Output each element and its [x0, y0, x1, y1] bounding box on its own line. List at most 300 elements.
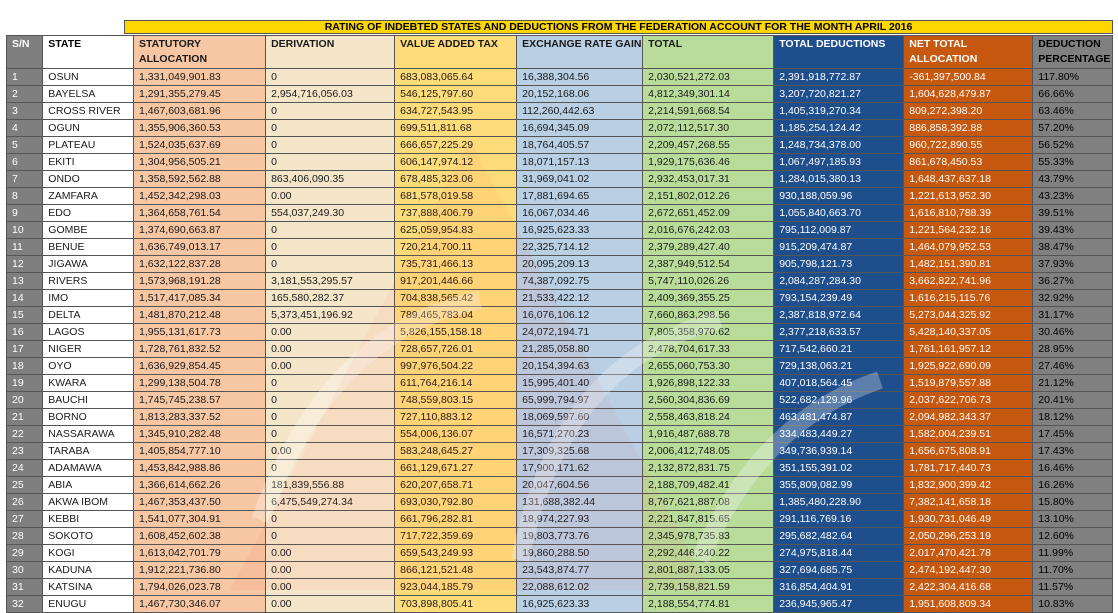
row-net: 2,422,304,416.68 [904, 579, 1033, 596]
table-row [7, 443, 1113, 460]
row-net: 809,272,398.20 [904, 103, 1033, 120]
row-vat: 5,826,155,158.18 [395, 324, 517, 341]
row-pct: 16.46% [1033, 460, 1113, 477]
row-statutory: 1,304,956,505.21 [134, 154, 266, 171]
row-state: PLATEAU [43, 137, 134, 154]
row-net: 886,858,392.88 [904, 120, 1033, 137]
row-net: 5,428,140,337.05 [904, 324, 1033, 341]
row-state: KADUNA [43, 562, 134, 579]
row-deductions: 291,116,769.16 [774, 511, 904, 528]
row-derivation: 0.00 [266, 596, 395, 613]
row-vat: 625,059,954.83 [395, 222, 517, 239]
row-sn: 28 [7, 528, 43, 545]
row-exchange: 20,047,604.56 [517, 477, 643, 494]
table-row [7, 426, 1113, 443]
row-statutory: 1,364,658,761.54 [134, 205, 266, 222]
row-exchange: 21,285,058.80 [517, 341, 643, 358]
row-vat: 583,248,645.27 [395, 443, 517, 460]
row-state: AKWA IBOM [43, 494, 134, 511]
row-state: SOKOTO [43, 528, 134, 545]
row-state: OYO [43, 358, 134, 375]
row-sn: 3 [7, 103, 43, 120]
row-sn: 8 [7, 188, 43, 205]
row-total: 7,660,863,298.56 [643, 307, 774, 324]
row-derivation: 5,373,451,196.92 [266, 307, 395, 324]
table-title: RATING OF INDEBTED STATES AND DEDUCTIONS FROM THE FEDERATION ACCOUNT FOR THE MONTH APRIL 2016 [124, 20, 1113, 34]
row-total: 2,072,112,517.30 [643, 120, 774, 137]
row-statutory: 1,912,221,736.80 [134, 562, 266, 579]
row-exchange: 22,088,612.02 [517, 579, 643, 596]
row-state: JIGAWA [43, 256, 134, 273]
row-deductions: 349,736,939.14 [774, 443, 904, 460]
row-vat: 923,044,185.79 [395, 579, 517, 596]
row-total: 2,151,802,012.26 [643, 188, 774, 205]
row-net: 1,925,922,690.09 [904, 358, 1033, 375]
row-state: GOMBE [43, 222, 134, 239]
row-exchange: 16,694,345.09 [517, 120, 643, 137]
row-deductions: 334,483,449.27 [774, 426, 904, 443]
row-net: 2,037,622,706.73 [904, 392, 1033, 409]
header-derivation: DERIVATION [266, 36, 395, 69]
row-total: 7,805,358,970.62 [643, 324, 774, 341]
row-deductions: 3,207,720,821.27 [774, 86, 904, 103]
row-state: IMO [43, 290, 134, 307]
row-total: 2,221,847,815.65 [643, 511, 774, 528]
row-exchange: 21,533,422.12 [517, 290, 643, 307]
row-total: 2,132,872,831.75 [643, 460, 774, 477]
row-total: 4,812,349,301.14 [643, 86, 774, 103]
row-pct: 117.80% [1033, 69, 1113, 86]
row-net: 861,678,450.53 [904, 154, 1033, 171]
row-pct: 17.43% [1033, 443, 1113, 460]
row-derivation: 3,181,553,295.57 [266, 273, 395, 290]
row-exchange: 31,969,041.02 [517, 171, 643, 188]
row-pct: 43.79% [1033, 171, 1113, 188]
header-sn: S/N [7, 36, 43, 69]
row-deductions: 793,154,239.49 [774, 290, 904, 307]
row-statutory: 1,331,049,901.83 [134, 69, 266, 86]
row-deductions: 355,809,082.99 [774, 477, 904, 494]
row-vat: 693,030,792.80 [395, 494, 517, 511]
row-vat: 554,006,136.07 [395, 426, 517, 443]
row-statutory: 1,291,355,279.45 [134, 86, 266, 103]
row-statutory: 1,481,870,212.48 [134, 307, 266, 324]
row-state: ONDO [43, 171, 134, 188]
row-derivation: 0 [266, 460, 395, 477]
row-deductions: 1,067,497,185.93 [774, 154, 904, 171]
row-exchange: 17,900,171.62 [517, 460, 643, 477]
table-row [7, 358, 1113, 375]
row-exchange: 17,881,694.65 [517, 188, 643, 205]
row-total: 2,188,709,482.41 [643, 477, 774, 494]
row-net: 1,221,613,952.30 [904, 188, 1033, 205]
row-state: ADAMAWA [43, 460, 134, 477]
row-deductions: 407,018,564.45 [774, 375, 904, 392]
row-total: 2,655,060,753.30 [643, 358, 774, 375]
row-state: KATSINA [43, 579, 134, 596]
row-total: 2,214,591,668.54 [643, 103, 774, 120]
row-exchange: 16,925,623.33 [517, 596, 643, 613]
row-net: 1,656,675,808.91 [904, 443, 1033, 460]
row-statutory: 1,467,603,681.96 [134, 103, 266, 120]
row-net: 2,474,192,447.30 [904, 562, 1033, 579]
table-row [7, 103, 1113, 120]
row-total: 1,929,175,636.46 [643, 154, 774, 171]
row-pct: 16.26% [1033, 477, 1113, 494]
row-vat: 727,110,883.12 [395, 409, 517, 426]
row-statutory: 1,467,730,346.07 [134, 596, 266, 613]
row-vat: 683,083,065.64 [395, 69, 517, 86]
row-derivation: 0.00 [266, 545, 395, 562]
table-row [7, 86, 1113, 103]
row-state: BAUCHI [43, 392, 134, 409]
table-row [7, 392, 1113, 409]
row-total: 2,560,304,836.69 [643, 392, 774, 409]
row-state: KWARA [43, 375, 134, 392]
row-state: LAGOS [43, 324, 134, 341]
row-sn: 13 [7, 273, 43, 290]
row-net: 2,017,470,421.78 [904, 545, 1033, 562]
row-exchange: 131,688,382.44 [517, 494, 643, 511]
row-statutory: 1,794,026,023.78 [134, 579, 266, 596]
row-pct: 10.83% [1033, 596, 1113, 613]
row-net: 1,616,215,115.76 [904, 290, 1033, 307]
row-sn: 10 [7, 222, 43, 239]
row-sn: 22 [7, 426, 43, 443]
row-derivation: 0 [266, 426, 395, 443]
row-statutory: 1,517,417,085.34 [134, 290, 266, 307]
row-pct: 11.70% [1033, 562, 1113, 579]
row-total: 5,747,110,026.26 [643, 273, 774, 290]
row-statutory: 1,636,749,013.17 [134, 239, 266, 256]
row-derivation: 0.00 [266, 443, 395, 460]
table-row [7, 579, 1113, 596]
row-state: BAYELSA [43, 86, 134, 103]
row-net: 3,662,822,741.96 [904, 273, 1033, 290]
table-row [7, 290, 1113, 307]
row-total: 8,767,621,887.08 [643, 494, 774, 511]
row-state: ENUGU [43, 596, 134, 613]
row-net: 7,382,141,658.18 [904, 494, 1033, 511]
row-statutory: 1,345,910,282.48 [134, 426, 266, 443]
table-row [7, 511, 1113, 528]
row-sn: 16 [7, 324, 43, 341]
row-derivation: 2,954,716,056.03 [266, 86, 395, 103]
row-sn: 29 [7, 545, 43, 562]
row-derivation: 0.00 [266, 579, 395, 596]
row-total: 2,379,289,427.40 [643, 239, 774, 256]
row-pct: 13.10% [1033, 511, 1113, 528]
row-total: 2,478,704,617.33 [643, 341, 774, 358]
row-state: ZAMFARA [43, 188, 134, 205]
table-row [7, 324, 1113, 341]
row-pct: 28.95% [1033, 341, 1113, 358]
table-row [7, 222, 1113, 239]
row-derivation: 0 [266, 392, 395, 409]
header-net: NET TOTAL ALLOCATION [904, 36, 1033, 69]
header-statutory: STATUTORY ALLOCATION [134, 36, 266, 69]
row-statutory: 1,405,854,777.10 [134, 443, 266, 460]
row-vat: 717,722,359.69 [395, 528, 517, 545]
row-derivation: 0 [266, 154, 395, 171]
row-total: 2,558,463,818.24 [643, 409, 774, 426]
row-vat: 678,485,323.06 [395, 171, 517, 188]
row-statutory: 1,453,842,988.86 [134, 460, 266, 477]
row-derivation: 0 [266, 137, 395, 154]
row-derivation: 0.00 [266, 358, 395, 375]
row-total: 1,916,487,688.78 [643, 426, 774, 443]
row-statutory: 1,524,035,637.69 [134, 137, 266, 154]
row-state: KEBBI [43, 511, 134, 528]
row-total: 2,016,676,242.03 [643, 222, 774, 239]
row-state: DELTA [43, 307, 134, 324]
row-deductions: 295,682,482.64 [774, 528, 904, 545]
row-pct: 15.80% [1033, 494, 1113, 511]
row-statutory: 1,366,614,662.26 [134, 477, 266, 494]
row-state: NIGER [43, 341, 134, 358]
row-vat: 789,465,783.04 [395, 307, 517, 324]
row-pct: 11.99% [1033, 545, 1113, 562]
row-exchange: 15,995,401.40 [517, 375, 643, 392]
row-exchange: 74,387,092.75 [517, 273, 643, 290]
row-statutory: 1,573,968,191.28 [134, 273, 266, 290]
row-total: 2,188,554,774.81 [643, 596, 774, 613]
row-sn: 20 [7, 392, 43, 409]
row-vat: 681,578,019.58 [395, 188, 517, 205]
row-pct: 32.92% [1033, 290, 1113, 307]
row-vat: 606,147,974.12 [395, 154, 517, 171]
row-deductions: 1,248,734,378.00 [774, 137, 904, 154]
row-statutory: 1,955,131,617.73 [134, 324, 266, 341]
row-pct: 43.23% [1033, 188, 1113, 205]
row-statutory: 1,728,761,832.52 [134, 341, 266, 358]
row-sn: 7 [7, 171, 43, 188]
row-sn: 17 [7, 341, 43, 358]
row-sn: 12 [7, 256, 43, 273]
row-pct: 55.33% [1033, 154, 1113, 171]
row-pct: 36.27% [1033, 273, 1113, 290]
row-sn: 23 [7, 443, 43, 460]
row-sn: 32 [7, 596, 43, 613]
row-net: 1,221,564,232.16 [904, 222, 1033, 239]
row-statutory: 1,452,342,298.03 [134, 188, 266, 205]
row-total: 2,030,521,272.03 [643, 69, 774, 86]
row-deductions: 729,138,063.21 [774, 358, 904, 375]
row-pct: 39.43% [1033, 222, 1113, 239]
row-state: OSUN [43, 69, 134, 86]
row-deductions: 316,854,404.91 [774, 579, 904, 596]
row-derivation: 0 [266, 120, 395, 137]
row-vat: 634,727,543.95 [395, 103, 517, 120]
row-exchange: 20,154,394.63 [517, 358, 643, 375]
row-state: BENUE [43, 239, 134, 256]
row-derivation: 0 [266, 222, 395, 239]
row-derivation: 0 [266, 409, 395, 426]
table-row [7, 154, 1113, 171]
row-vat: 620,207,658.71 [395, 477, 517, 494]
row-vat: 699,511,811.68 [395, 120, 517, 137]
row-derivation: 0 [266, 239, 395, 256]
row-total: 2,345,978,735.83 [643, 528, 774, 545]
table-row [7, 562, 1113, 579]
row-sn: 1 [7, 69, 43, 86]
row-derivation: 0.00 [266, 562, 395, 579]
row-deductions: 236,945,965.47 [774, 596, 904, 613]
row-pct: 18.12% [1033, 409, 1113, 426]
row-exchange: 24,072,194.71 [517, 324, 643, 341]
row-derivation: 181,839,556.88 [266, 477, 395, 494]
table-row [7, 188, 1113, 205]
row-pct: 38.47% [1033, 239, 1113, 256]
row-derivation: 6,475,549,274.34 [266, 494, 395, 511]
row-net: 1,761,161,957.12 [904, 341, 1033, 358]
row-derivation: 0 [266, 256, 395, 273]
row-statutory: 1,636,929,854.45 [134, 358, 266, 375]
table-row [7, 409, 1113, 426]
row-net: 1,582,004,239.51 [904, 426, 1033, 443]
row-exchange: 112,260,442.63 [517, 103, 643, 120]
row-sn: 9 [7, 205, 43, 222]
row-sn: 30 [7, 562, 43, 579]
row-derivation: 0.00 [266, 324, 395, 341]
row-state: OGUN [43, 120, 134, 137]
table-row [7, 69, 1113, 86]
row-derivation: 863,406,090.35 [266, 171, 395, 188]
row-exchange: 18,069,597.60 [517, 409, 643, 426]
row-statutory: 1,608,452,602.38 [134, 528, 266, 545]
row-pct: 31.17% [1033, 307, 1113, 324]
row-statutory: 1,358,592,562.88 [134, 171, 266, 188]
row-statutory: 1,745,745,238.57 [134, 392, 266, 409]
row-net: 2,094,982,343.37 [904, 409, 1033, 426]
row-total: 2,739,158,821.59 [643, 579, 774, 596]
row-exchange: 20,152,168.06 [517, 86, 643, 103]
row-pct: 21.12% [1033, 375, 1113, 392]
row-deductions: 717,542,660.21 [774, 341, 904, 358]
row-total: 2,387,949,512.54 [643, 256, 774, 273]
row-derivation: 0.00 [266, 188, 395, 205]
row-deductions: 351,155,391.02 [774, 460, 904, 477]
row-state: BORNO [43, 409, 134, 426]
header-state: STATE [43, 36, 134, 69]
row-deductions: 1,284,015,380.13 [774, 171, 904, 188]
row-statutory: 1,355,906,360.53 [134, 120, 266, 137]
row-state: TARABA [43, 443, 134, 460]
row-derivation: 0 [266, 528, 395, 545]
row-statutory: 1,374,690,663.87 [134, 222, 266, 239]
row-net: 1,781,717,440.73 [904, 460, 1033, 477]
row-total: 1,926,898,122.33 [643, 375, 774, 392]
header-vat: VALUE ADDED TAX [395, 36, 517, 69]
row-pct: 37.93% [1033, 256, 1113, 273]
row-pct: 56.52% [1033, 137, 1113, 154]
row-deductions: 2,377,218,633.57 [774, 324, 904, 341]
row-net: 1,464,079,952.53 [904, 239, 1033, 256]
row-net: -361,397,500.84 [904, 69, 1033, 86]
row-exchange: 20,095,209.13 [517, 256, 643, 273]
row-pct: 57.20% [1033, 120, 1113, 137]
table-row [7, 273, 1113, 290]
row-vat: 611,764,216.14 [395, 375, 517, 392]
row-sn: 11 [7, 239, 43, 256]
header-row [7, 36, 1113, 69]
row-sn: 5 [7, 137, 43, 154]
row-total: 2,292,446,240.22 [643, 545, 774, 562]
table-row [7, 205, 1113, 222]
table-row [7, 545, 1113, 562]
row-derivation: 0.00 [266, 341, 395, 358]
row-total: 2,672,651,452.09 [643, 205, 774, 222]
row-net: 1,616,810,788.39 [904, 205, 1033, 222]
row-vat: 748,559,803.15 [395, 392, 517, 409]
row-net: 2,050,296,253.19 [904, 528, 1033, 545]
row-net: 1,951,608,809.34 [904, 596, 1033, 613]
row-exchange: 16,076,106.12 [517, 307, 643, 324]
row-pct: 12.60% [1033, 528, 1113, 545]
row-vat: 546,125,797.60 [395, 86, 517, 103]
row-vat: 917,201,446.66 [395, 273, 517, 290]
row-state: RIVERS [43, 273, 134, 290]
row-sn: 26 [7, 494, 43, 511]
row-net: 1,832,900,399.42 [904, 477, 1033, 494]
row-state: EDO [43, 205, 134, 222]
row-vat: 728,657,726.01 [395, 341, 517, 358]
row-vat: 720,214,700.11 [395, 239, 517, 256]
row-state: EKITI [43, 154, 134, 171]
row-deductions: 327,694,685.75 [774, 562, 904, 579]
row-exchange: 17,309,325.68 [517, 443, 643, 460]
row-total: 2,932,453,017.31 [643, 171, 774, 188]
row-vat: 997,976,504.22 [395, 358, 517, 375]
row-exchange: 18,974,227.93 [517, 511, 643, 528]
row-sn: 2 [7, 86, 43, 103]
row-deductions: 522,682,129.96 [774, 392, 904, 409]
row-statutory: 1,632,122,837.28 [134, 256, 266, 273]
row-exchange: 19,860,288.50 [517, 545, 643, 562]
row-vat: 866,121,521.48 [395, 562, 517, 579]
row-vat: 703,898,805.41 [395, 596, 517, 613]
row-net: 960,722,890.55 [904, 137, 1033, 154]
row-vat: 661,129,671.27 [395, 460, 517, 477]
row-net: 1,930,731,046.49 [904, 511, 1033, 528]
table-body [7, 69, 1113, 613]
table-row [7, 596, 1113, 613]
row-exchange: 22,325,714.12 [517, 239, 643, 256]
row-exchange: 18,071,157.13 [517, 154, 643, 171]
row-deductions: 2,391,918,772.87 [774, 69, 904, 86]
row-vat: 661,796,282.81 [395, 511, 517, 528]
allocation-table [6, 35, 1113, 613]
row-derivation: 0 [266, 103, 395, 120]
row-deductions: 2,084,287,284.30 [774, 273, 904, 290]
row-pct: 30.46% [1033, 324, 1113, 341]
table-row [7, 137, 1113, 154]
table-row [7, 375, 1113, 392]
table-row [7, 256, 1113, 273]
row-derivation: 0 [266, 375, 395, 392]
row-deductions: 1,405,319,270.34 [774, 103, 904, 120]
row-pct: 17.45% [1033, 426, 1113, 443]
row-statutory: 1,467,353,437.50 [134, 494, 266, 511]
row-sn: 31 [7, 579, 43, 596]
row-sn: 15 [7, 307, 43, 324]
row-statutory: 1,541,077,304.91 [134, 511, 266, 528]
row-total: 2,006,412,748.05 [643, 443, 774, 460]
table-row [7, 528, 1113, 545]
row-net: 5,273,044,325.92 [904, 307, 1033, 324]
header-exchange: EXCHANGE RATE GAIN [517, 36, 643, 69]
table-row [7, 239, 1113, 256]
